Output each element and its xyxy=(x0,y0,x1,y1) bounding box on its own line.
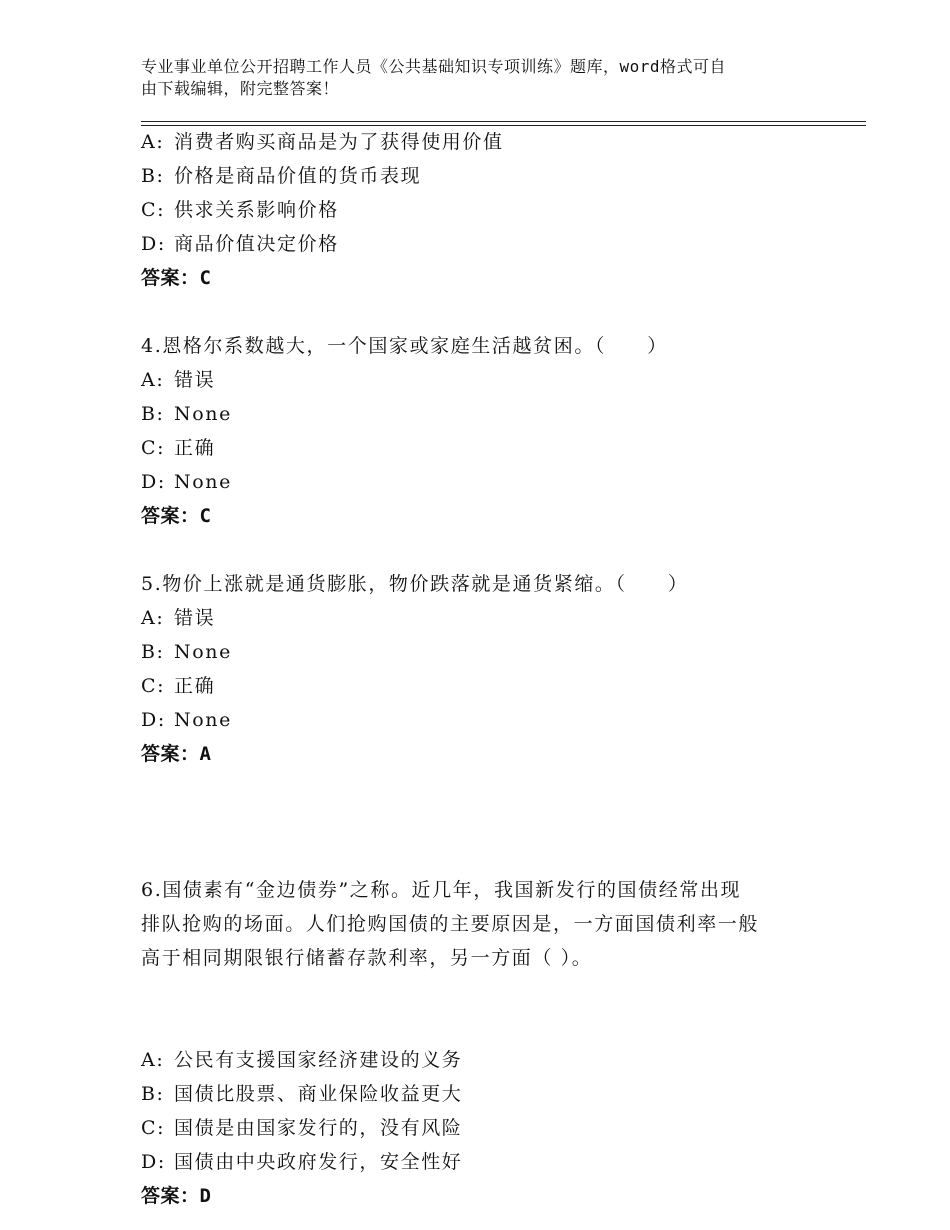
answer-value: D xyxy=(199,1185,211,1207)
option-text: 国债比股票、商业保险收益更大 xyxy=(174,1083,463,1105)
option-key: C: xyxy=(141,437,166,459)
answer-label: 答案： xyxy=(141,267,200,289)
option-b xyxy=(141,635,861,669)
question-stem: 4.恩格尔系数越大，一个国家或家庭生活越贫困。（ ） xyxy=(141,335,668,357)
option-d xyxy=(141,1145,861,1179)
option-key: A: xyxy=(141,1049,165,1071)
question-stem: 5.物价上涨就是通货膨胀，物价跌落就是通货紧缩。（ ） xyxy=(141,573,689,595)
option-text: None xyxy=(174,471,232,493)
question-stem-line: 6.国债素有“金边债券”之称。近几年，我国新发行的国债经常出现 xyxy=(141,879,742,901)
answer-value: C xyxy=(199,505,211,527)
option-d xyxy=(141,465,861,499)
option-key: B: xyxy=(141,403,165,425)
option-key: B: xyxy=(141,165,165,187)
option-text: None xyxy=(174,403,232,425)
option-text: 价格是商品价值的货币表现 xyxy=(174,165,422,187)
option-text: 正确 xyxy=(174,437,216,459)
option-text: None xyxy=(174,709,232,731)
answer-line xyxy=(141,499,861,533)
answer-value: C xyxy=(199,267,211,289)
option-key: D: xyxy=(141,1151,166,1173)
option-b xyxy=(141,1077,861,1111)
option-text: 国债是由国家发行的，没有风险 xyxy=(174,1117,463,1139)
option-key: C: xyxy=(141,199,166,221)
option-text: None xyxy=(174,641,232,663)
option-text: 错误 xyxy=(174,369,216,391)
question-list xyxy=(141,125,861,1213)
option-d xyxy=(141,227,861,261)
option-text: 供求关系影响价格 xyxy=(174,199,339,221)
question-stem xyxy=(141,805,861,1043)
option-key: B: xyxy=(141,641,165,663)
question-3 xyxy=(141,125,861,295)
question-4 xyxy=(141,329,861,533)
header-line-2: 由下载编辑，附完整答案！ xyxy=(141,79,340,98)
option-key: D: xyxy=(141,233,166,255)
header-rule-top xyxy=(141,121,866,122)
option-text: 商品价值决定价格 xyxy=(174,233,339,255)
answer-label: 答案： xyxy=(141,743,200,765)
option-text: 正确 xyxy=(174,675,216,697)
option-c xyxy=(141,669,861,703)
question-5 xyxy=(141,567,861,771)
option-key: B: xyxy=(141,1083,165,1105)
answer-label: 答案： xyxy=(141,1185,200,1207)
option-text: 国债由中央政府发行，安全性好 xyxy=(174,1151,463,1173)
option-key: A: xyxy=(141,369,165,391)
option-key: C: xyxy=(141,675,166,697)
answer-line xyxy=(141,1179,861,1213)
option-a xyxy=(141,363,861,397)
option-text: 错误 xyxy=(174,607,216,629)
option-b xyxy=(141,397,861,431)
option-key: D: xyxy=(141,709,166,731)
option-key: A: xyxy=(141,607,165,629)
answer-line xyxy=(141,261,861,295)
header-line-1: 专业事业单位公开招聘工作人员《公共基础知识专项训练》题库，word格式可自 xyxy=(141,57,727,76)
option-d xyxy=(141,703,861,737)
option-c xyxy=(141,193,861,227)
option-key: C: xyxy=(141,1117,166,1139)
option-c xyxy=(141,431,861,465)
answer-line xyxy=(141,737,861,771)
question-6 xyxy=(141,805,861,1213)
option-c xyxy=(141,1111,861,1145)
question-stem-line: 高于相同期限银行储蓄存款利率，另一方面（ ）。 xyxy=(141,947,593,969)
answer-value: A xyxy=(199,743,211,765)
question-stem-line: 排队抢购的场面。人们抢购国债的主要原因是，一方面国债利率一般 xyxy=(141,913,760,935)
option-b xyxy=(141,159,861,193)
answer-label: 答案： xyxy=(141,505,200,527)
option-key: D: xyxy=(141,471,166,493)
option-a xyxy=(141,601,861,635)
option-key: A: xyxy=(141,131,165,153)
option-text: 公民有支援国家经济建设的义务 xyxy=(174,1049,463,1071)
option-a xyxy=(141,125,861,159)
document-header xyxy=(141,56,821,100)
option-text: 消费者购买商品是为了获得使用价值 xyxy=(174,131,504,153)
option-a xyxy=(141,1043,861,1077)
